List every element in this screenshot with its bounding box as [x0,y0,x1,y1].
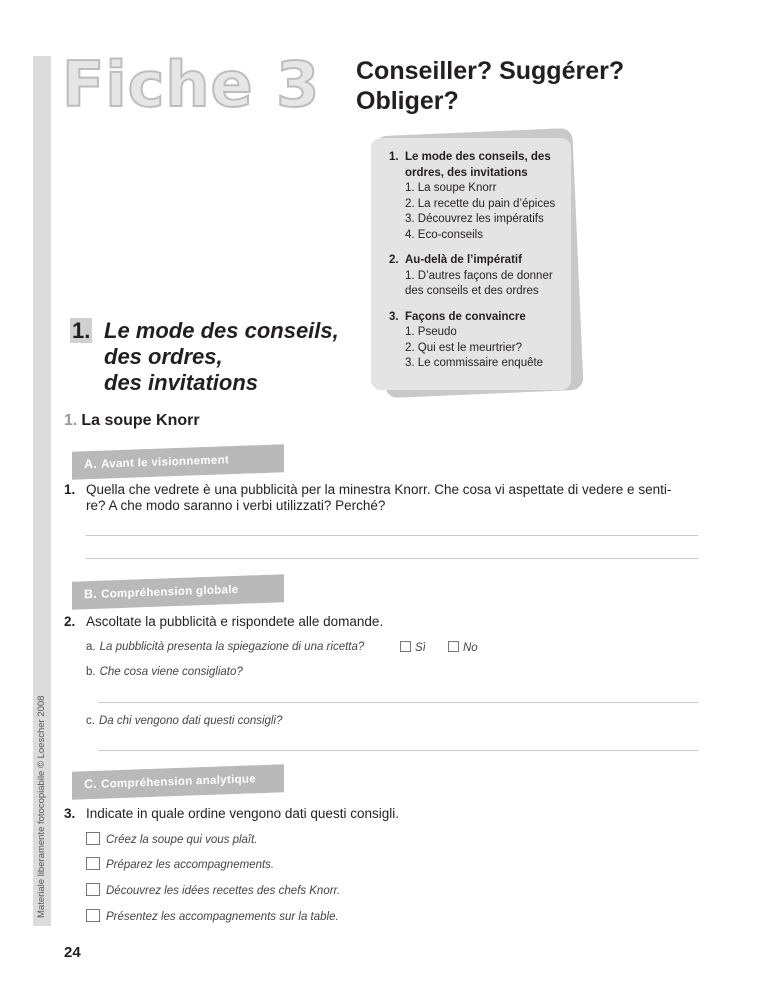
option-label: Sì [415,642,426,654]
option-si[interactable] [400,641,426,654]
section-title-line: des ordres, [104,344,223,369]
toc-section-title: ordres, des invitations [405,166,528,179]
section-title-line: des invitations [104,370,259,395]
toc-item: 1. D’autres façons de donner [405,269,553,282]
table-of-contents [371,138,571,390]
order-item[interactable] [86,883,340,897]
toc-section-2 [389,253,557,300]
toc-item: des conseils et des ordres [405,285,539,297]
question-number: 3. [64,806,76,821]
answer-line[interactable] [86,558,698,559]
fiche-title: Fiche 3 [62,48,321,121]
tab-letter: B. [84,586,98,602]
toc-section-3 [389,310,557,372]
tab-letter: C. [84,776,98,792]
question-text: Quella che vedrete è una pubblicità per la minestra Knorr. Che cosa vi aspettate di vedere e senti- [86,482,672,497]
subquestion-letter: b. [86,666,96,678]
subquestion-letter: a. [86,641,96,653]
question-3 [64,806,399,822]
order-item-text: Présentez les accompagnements sur la table. [106,911,339,923]
subsection-number: 1. [64,412,78,429]
checkbox-icon[interactable] [400,641,411,652]
copyright-note: Materiale liberamente fotocopiabile © Loescher 2008 [36,695,47,918]
order-box-icon[interactable] [86,832,100,845]
answer-line[interactable] [98,750,698,751]
order-item-text: Découvrez les idées recettes des chefs Knorr. [106,885,341,897]
question-2 [64,614,383,630]
order-box-icon[interactable] [86,883,100,896]
toc-item: 1. La soupe Knorr [405,182,497,194]
tab-comprehension-globale [72,574,284,609]
answer-line[interactable] [86,535,698,536]
order-item[interactable] [86,909,339,923]
order-item[interactable] [86,857,274,871]
option-label: No [463,642,478,654]
subquestion-text: Che cosa viene consigliato? [99,666,243,678]
toc-item: 1. Pseudo [405,326,457,338]
question-text: Ascoltate la pubblicità e rispondete alle domande. [86,614,384,629]
subquestion-letter: c. [86,715,95,727]
toc-section-title: Au-delà de l’impératif [405,254,522,266]
toc-section-num: 3. [389,310,399,323]
question-1 [64,482,671,514]
subsection-heading [64,412,200,430]
toc-section-num: 1. [389,151,399,163]
order-item-text: Créez la soupe qui vous plaît. [106,834,258,846]
order-box-icon[interactable] [86,909,100,922]
main-title [356,56,624,116]
question-text: re? A che modo saranno i verbi utilizzati? Perché? [86,498,386,513]
toc-item: 3. Découvrez les impératifs [405,213,544,225]
toc-section-title: Le mode des conseils, des [405,151,551,163]
toc-section-1 [389,150,557,243]
main-title-line2: Obliger? [356,87,459,115]
section-number: 1. [72,318,91,343]
toc-section-title: Façons de convaincre [405,310,526,323]
toc-item: 2. La recette du pain d’épices [405,197,556,210]
subquestion-text: Da chi vengono dati questi consigli? [98,715,283,727]
toc-item: 2. Qui est le meurtrier? [405,341,522,354]
tab-comprehension-analytique [72,764,284,799]
section-heading [70,318,339,396]
subquestion-c [86,715,282,727]
question-text: Indicate in quale ordine vengono dati questi consigli. [86,806,399,821]
toc-item: 4. Eco-conseils [405,228,483,241]
tab-avant-visionnement [72,444,284,479]
order-box-icon[interactable] [86,857,100,870]
subquestion-text: La pubblicità presenta la spiegazione di una ricetta? [99,641,365,653]
question-number: 1. [64,482,76,497]
toc-section-num: 2. [389,254,399,266]
question-number: 2. [64,614,76,629]
tab-label: Avant le visionnement [101,454,230,471]
page-number: 24 [64,944,81,961]
subquestion-a [86,641,364,653]
order-item[interactable] [86,832,258,846]
toc-item: 3. Le commissaire enquête [405,357,544,369]
order-item-text: Préparez les accompagnements. [106,859,275,871]
subsection-title: La soupe Knorr [81,412,200,429]
option-no[interactable] [448,641,478,654]
tab-label: Compréhension globale [101,583,239,601]
subquestion-b [86,666,243,678]
main-title-line1: Conseiller? Suggérer? [356,57,625,85]
tab-letter: A. [84,456,98,472]
answer-line[interactable] [98,702,698,703]
section-title-line: Le mode des conseils, [104,318,339,343]
tab-label: Compréhension analytique [101,773,256,791]
checkbox-icon[interactable] [448,641,459,652]
